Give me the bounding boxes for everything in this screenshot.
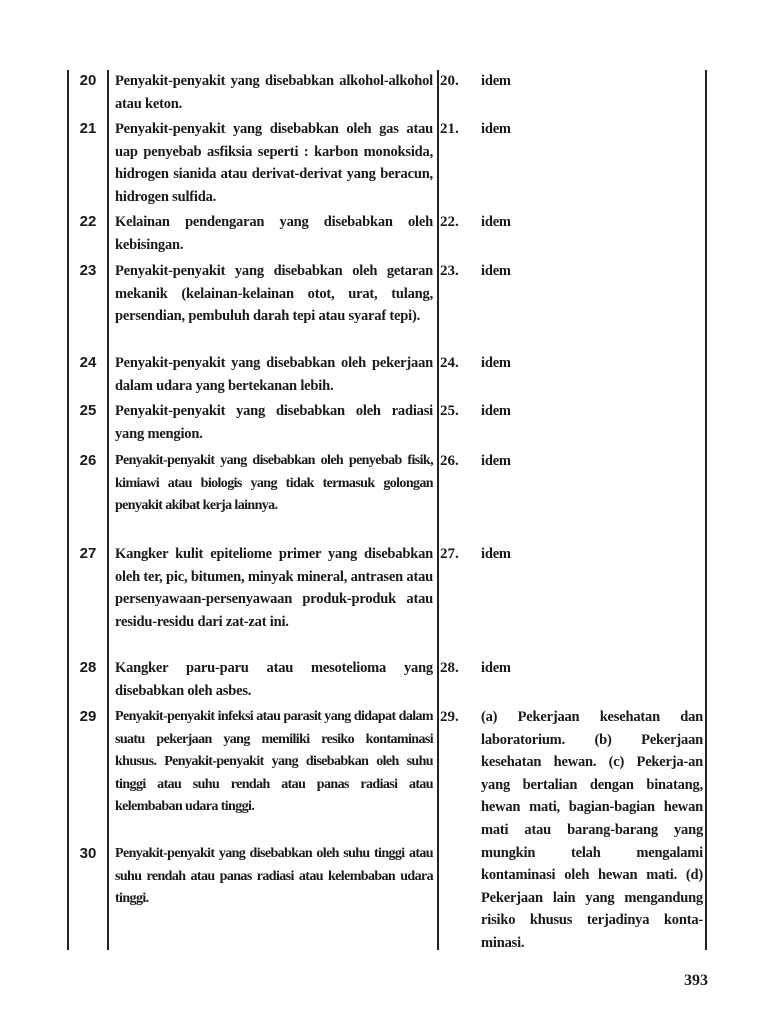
table-rule-number-column: [107, 70, 109, 950]
row-description: Penyakit-penyakit yang disebabkan oleh pekerjaan dalam udara yang bertekanan lebih.: [115, 355, 433, 394]
table-rule-left: [67, 70, 69, 950]
row-number: 26: [79, 452, 97, 469]
row-description: Penyakit-penyakit yang disebabkan oleh radiasi yang mengion.: [115, 403, 433, 442]
row-reference-number: 20.: [440, 73, 459, 89]
row-note: (a) Pekerjaan kesehatan dan laboratorium. (b) Pekerjaan kesehatan hewan. (c) Pekerja-an yang bertalian dengan binatang, hewan mati, bagian-bagian hewan mati atau barang-barang yang mungkin telah mengalami kontaminasi oleh hewan mati. (d) Pekerjaan lain yang mengandung risiko khusus terjadinya konta-minasi.: [481, 709, 703, 951]
row-description: Penyakit-penyakit yang disebabkan oleh gas atau uap penyebab asfiksia seperti : karbon monoksida, hidrogen sianida atau derivat-derivat yang beracun, hidrogen sulfida.: [115, 121, 433, 205]
row-description: Penyakit-penyakit yang disebabkan oleh suhu tinggi atau suhu rendah atau panas radiasi atau kelembaban udara tinggi.: [115, 846, 433, 907]
row-note: idem: [481, 355, 511, 371]
row-number: 29: [79, 708, 97, 725]
row-note: idem: [481, 660, 511, 676]
row-note: idem: [481, 263, 511, 279]
row-note: idem: [481, 403, 511, 419]
row-reference-number: 23.: [440, 263, 459, 279]
table-rule-right: [705, 70, 707, 950]
row-description: Kangker paru-paru atau mesotelioma yang disebabkan oleh asbes.: [115, 660, 433, 699]
row-reference-number: 27.: [440, 546, 459, 562]
row-reference-number: 28.: [440, 660, 459, 676]
page-number: 393: [684, 972, 708, 989]
row-description: Penyakit-penyakit infeksi atau parasit yang didapat dalam suatu pekerjaan yang memiliki resiko kontaminasi khusus. Penyakit-penyakit yang disebabkan oleh suhu tinggi atau suhu rendah atau panas radiasi atau kelembaban udara tinggi.: [115, 709, 433, 815]
row-number: 22: [79, 213, 97, 230]
row-description: Penyakit-penyakit yang disebabkan oleh penyebab fisik, kimiawi atau biologis yang tidak termasuk golongan penyakit akibat kerja lainnya.: [115, 453, 433, 514]
row-number: 21: [79, 120, 97, 137]
row-description: Kelainan pendengaran yang disebabkan oleh kebisingan.: [115, 214, 433, 253]
row-description: Kangker kulit epiteliome primer yang disebabkan oleh ter, pic, bitumen, minyak mineral, antrasen atau persenyawaan-persenyawaan produk-produk atau residu-residu dari zat-zat ini.: [115, 546, 433, 630]
row-note: idem: [481, 214, 511, 230]
row-reference-number: 25.: [440, 403, 459, 419]
row-note: idem: [481, 453, 511, 469]
row-note: idem: [481, 546, 511, 562]
row-number: 25: [79, 402, 97, 419]
row-note: idem: [481, 73, 511, 89]
row-number: 20: [79, 72, 97, 89]
row-number: 24: [79, 354, 97, 371]
row-reference-number: 26.: [440, 453, 459, 469]
row-description: Penyakit-penyakit yang disebabkan alkohol-alkohol atau keton.: [115, 73, 433, 112]
row-reference-number: 29.: [440, 709, 459, 725]
table-rule-middle: [437, 70, 439, 950]
row-number: 28: [79, 659, 97, 676]
row-note: idem: [481, 121, 511, 137]
row-reference-number: 22.: [440, 214, 459, 230]
row-description: Penyakit-penyakit yang disebabkan oleh getaran mekanik (kelainan-kelainan otot, urat, tulang, persendian, pembuluh darah tepi atau syaraf tepi).: [115, 263, 433, 325]
row-reference-number: 21.: [440, 121, 459, 137]
row-number: 27: [79, 545, 97, 562]
row-number: 30: [79, 845, 97, 862]
row-number: 23: [79, 262, 97, 279]
row-reference-number: 24.: [440, 355, 459, 371]
